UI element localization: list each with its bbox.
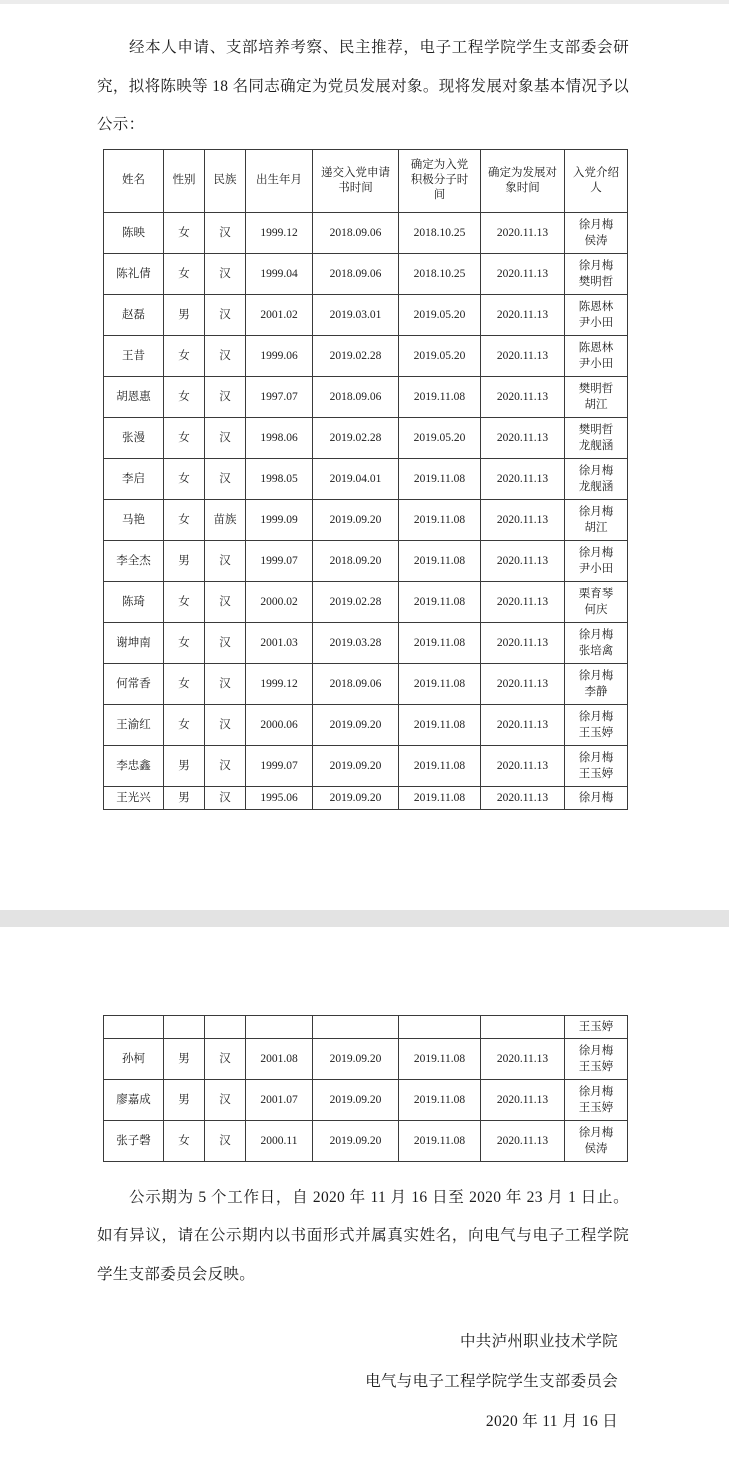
- introducer-name: 徐月梅: [578, 1085, 614, 1098]
- activist-date-cell: [399, 1015, 481, 1038]
- introducers-cell: [565, 745, 628, 786]
- gender-cell: 男: [164, 294, 205, 335]
- activist-date-cell: 2019.11.08: [399, 581, 481, 622]
- ethnicity-cell: 汉: [205, 335, 246, 376]
- table-row: [104, 1015, 628, 1038]
- table-row: [104, 1120, 628, 1161]
- ethnicity-cell: 汉: [205, 663, 246, 704]
- confirmation-date-cell: 2020.11.13: [481, 704, 565, 745]
- gender-cell: 女: [164, 704, 205, 745]
- birth-date-cell: 2000.02: [246, 581, 313, 622]
- introducer-name: 王玉婷: [578, 1060, 614, 1073]
- table-row: [104, 1038, 628, 1079]
- confirmation-date-cell: 2020.11.13: [481, 1079, 565, 1120]
- ethnicity-cell: 汉: [205, 253, 246, 294]
- column-header: 出生年月: [246, 149, 313, 212]
- name-cell: 陈琦: [104, 581, 164, 622]
- introducers-cell: [565, 704, 628, 745]
- introducer-name: 樊明哲: [578, 382, 614, 395]
- birth-date-cell: 2001.03: [246, 622, 313, 663]
- birth-date-cell: 1999.07: [246, 745, 313, 786]
- introducer-name: 徐月梅: [578, 710, 614, 723]
- introducers-cell: [565, 1015, 628, 1038]
- table-header-row: [104, 149, 628, 212]
- introducer-name: 侯涛: [584, 234, 608, 247]
- page-bottom-margin: [0, 1442, 729, 1482]
- introducers-cell: [565, 663, 628, 704]
- table-row: [104, 540, 628, 581]
- ethnicity-cell: 汉: [205, 212, 246, 253]
- birth-date-cell: 1999.06: [246, 335, 313, 376]
- table-row: [104, 1079, 628, 1120]
- activist-date-cell: 2019.05.20: [399, 335, 481, 376]
- confirmation-date-cell: 2020.11.13: [481, 1120, 565, 1161]
- name-cell: 何常香: [104, 663, 164, 704]
- name-cell: 廖嘉成: [104, 1079, 164, 1120]
- page1-bottom-margin: [0, 810, 729, 910]
- activist-date-cell: 2019.11.08: [399, 704, 481, 745]
- ethnicity-cell: 汉: [205, 704, 246, 745]
- introducers-cell: [565, 212, 628, 253]
- ethnicity-cell: 汉: [205, 581, 246, 622]
- confirmation-date-cell: 2020.11.13: [481, 540, 565, 581]
- ethnicity-cell: 汉: [205, 1038, 246, 1079]
- birth-date-cell: 2001.02: [246, 294, 313, 335]
- name-cell: 李全杰: [104, 540, 164, 581]
- page2-top-margin: [0, 927, 729, 1015]
- ethnicity-cell: [205, 1015, 246, 1038]
- confirmation-date-cell: 2020.11.13: [481, 786, 565, 809]
- introducer-name: 胡江: [584, 521, 608, 534]
- application-date-cell: 2019.03.01: [313, 294, 399, 335]
- birth-date-cell: 1998.05: [246, 458, 313, 499]
- name-cell: 胡恩惠: [104, 376, 164, 417]
- birth-date-cell: 1995.06: [246, 786, 313, 809]
- introducers-cell: [565, 540, 628, 581]
- application-date-cell: 2019.09.20: [313, 1038, 399, 1079]
- application-date-cell: 2018.09.06: [313, 663, 399, 704]
- ethnicity-cell: 汉: [205, 622, 246, 663]
- gender-cell: 女: [164, 1120, 205, 1161]
- candidates-table-page1: [103, 149, 628, 810]
- activist-date-cell: 2019.11.08: [399, 1079, 481, 1120]
- birth-date-cell: 2000.06: [246, 704, 313, 745]
- name-cell: 王昔: [104, 335, 164, 376]
- table-row: [104, 499, 628, 540]
- application-date-cell: 2019.09.20: [313, 1079, 399, 1120]
- activist-date-cell: 2019.11.08: [399, 1120, 481, 1161]
- name-cell: 张子磬: [104, 1120, 164, 1161]
- gender-cell: 女: [164, 622, 205, 663]
- introducers-cell: [565, 376, 628, 417]
- name-cell: 陈映: [104, 212, 164, 253]
- application-date-cell: 2018.09.06: [313, 376, 399, 417]
- confirmation-date-cell: 2020.11.13: [481, 1038, 565, 1079]
- ethnicity-cell: 汉: [205, 786, 246, 809]
- gender-cell: 女: [164, 458, 205, 499]
- gender-cell: 女: [164, 581, 205, 622]
- confirmation-date-cell: 2020.11.13: [481, 663, 565, 704]
- name-cell: 李启: [104, 458, 164, 499]
- application-date-cell: 2019.02.28: [313, 417, 399, 458]
- introducers-cell: [565, 786, 628, 809]
- signature-block: [0, 1322, 729, 1442]
- gender-cell: 女: [164, 253, 205, 294]
- introducer-name: 徐月梅: [578, 791, 614, 804]
- gender-cell: 男: [164, 1038, 205, 1079]
- confirmation-date-cell: 2020.11.13: [481, 745, 565, 786]
- table-row: [104, 335, 628, 376]
- activist-date-cell: 2019.11.08: [399, 663, 481, 704]
- introducer-name: 樊明哲: [578, 423, 614, 436]
- closing-paragraph: 公示期为 5 个工作日，自 2020 年 11 月 16 日至 2020 年 23 月 1 日止。如有异议，请在公示期内以书面形式并属真实姓名，向电气与电子工程学院学生支部委员会反映。: [97, 1188, 629, 1283]
- column-header: 性别: [164, 149, 205, 212]
- birth-date-cell: 2000.11: [246, 1120, 313, 1161]
- introducers-cell: [565, 1079, 628, 1120]
- ethnicity-cell: 汉: [205, 417, 246, 458]
- application-date-cell: 2019.03.28: [313, 622, 399, 663]
- introducer-name: 尹小田: [578, 316, 614, 329]
- introducers-cell: [565, 1038, 628, 1079]
- birth-date-cell: 1999.12: [246, 663, 313, 704]
- introducer-name: 侯涛: [584, 1142, 608, 1155]
- activist-date-cell: 2019.11.08: [399, 499, 481, 540]
- gender-cell: 男: [164, 540, 205, 581]
- gender-cell: 女: [164, 376, 205, 417]
- activist-date-cell: 2019.11.08: [399, 458, 481, 499]
- name-cell: 陈礼倩: [104, 253, 164, 294]
- birth-date-cell: 1999.12: [246, 212, 313, 253]
- introducer-name: 龙舰涵: [578, 480, 614, 493]
- gender-cell: 女: [164, 499, 205, 540]
- candidates-table-page2: [103, 1015, 628, 1162]
- application-date-cell: 2019.09.20: [313, 499, 399, 540]
- application-date-cell: 2019.04.01: [313, 458, 399, 499]
- introducer-name: 徐月梅: [578, 546, 614, 559]
- application-date-cell: 2019.09.20: [313, 786, 399, 809]
- introducer-name: 栗育琴: [578, 587, 614, 600]
- table-row: [104, 745, 628, 786]
- name-cell: 张漫: [104, 417, 164, 458]
- table-row: [104, 376, 628, 417]
- page-break-band: [0, 910, 729, 927]
- activist-date-cell: 2019.11.08: [399, 745, 481, 786]
- introducer-name: 李静: [584, 685, 608, 698]
- application-date-cell: 2018.09.20: [313, 540, 399, 581]
- introducer-name: 徐月梅: [578, 669, 614, 682]
- name-cell: 王渝红: [104, 704, 164, 745]
- table-row: [104, 663, 628, 704]
- column-header: 确定为发展对象时间: [481, 149, 565, 212]
- ethnicity-cell: 汉: [205, 376, 246, 417]
- gender-cell: [164, 1015, 205, 1038]
- ethnicity-cell: 汉: [205, 540, 246, 581]
- application-date-cell: [313, 1015, 399, 1038]
- activist-date-cell: 2019.11.08: [399, 540, 481, 581]
- birth-date-cell: 1999.07: [246, 540, 313, 581]
- introducers-cell: [565, 294, 628, 335]
- name-cell: 王光兴: [104, 786, 164, 809]
- gender-cell: 男: [164, 1079, 205, 1120]
- name-cell: 李忠鑫: [104, 745, 164, 786]
- introducer-name: 尹小田: [578, 562, 614, 575]
- introducer-name: 徐月梅: [578, 628, 614, 641]
- table-row: [104, 212, 628, 253]
- introducer-name: 胡江: [584, 398, 608, 411]
- table-row: [104, 704, 628, 745]
- ethnicity-cell: 汉: [205, 1120, 246, 1161]
- confirmation-date-cell: 2020.11.13: [481, 212, 565, 253]
- signature-org-line-2: 电气与电子工程学院学生支部委员会: [365, 1373, 618, 1390]
- confirmation-date-cell: 2020.11.13: [481, 335, 565, 376]
- table-row: [104, 458, 628, 499]
- table-row: [104, 622, 628, 663]
- activist-date-cell: 2019.11.08: [399, 376, 481, 417]
- introducers-cell: [565, 581, 628, 622]
- name-cell: 孙柯: [104, 1038, 164, 1079]
- application-date-cell: 2019.09.20: [313, 1120, 399, 1161]
- birth-date-cell: 1999.04: [246, 253, 313, 294]
- ethnicity-cell: 苗族: [205, 499, 246, 540]
- introducer-name: 王玉婷: [578, 726, 614, 739]
- introducer-name: 张培禽: [578, 644, 614, 657]
- ethnicity-cell: 汉: [205, 1079, 246, 1120]
- introducers-cell: [565, 335, 628, 376]
- introducer-name: 樊明哲: [578, 275, 614, 288]
- introducers-cell: [565, 622, 628, 663]
- intro-paragraph: 经本人申请、支部培养考察、民主推荐，电子工程学院学生支部委会研究，拟将陈映等 18 名同志确定为党员发展对象。现将发展对象基本情况予以公示：: [97, 39, 629, 133]
- name-cell: 赵磊: [104, 294, 164, 335]
- signature-org-line-1: 中共泸州职业技术学院: [459, 1333, 618, 1350]
- gender-cell: 男: [164, 786, 205, 809]
- activist-date-cell: 2019.05.20: [399, 417, 481, 458]
- table-row: [104, 294, 628, 335]
- table-row: [104, 417, 628, 458]
- confirmation-date-cell: 2020.11.13: [481, 622, 565, 663]
- introducers-cell: [565, 499, 628, 540]
- application-date-cell: 2018.09.06: [313, 212, 399, 253]
- birth-date-cell: 2001.07: [246, 1079, 313, 1120]
- column-header: 姓名: [104, 149, 164, 212]
- introducer-name: 尹小田: [578, 357, 614, 370]
- confirmation-date-cell: 2020.11.13: [481, 376, 565, 417]
- birth-date-cell: 1997.07: [246, 376, 313, 417]
- confirmation-date-cell: 2020.11.13: [481, 294, 565, 335]
- application-date-cell: 2019.09.20: [313, 745, 399, 786]
- application-date-cell: 2019.02.28: [313, 335, 399, 376]
- introducers-cell: [565, 1120, 628, 1161]
- introducer-name: 徐月梅: [578, 1044, 614, 1057]
- signature-date: 2020 年 11 月 16 日: [485, 1413, 618, 1430]
- birth-date-cell: [246, 1015, 313, 1038]
- page-top-edge-shade: [0, 0, 729, 4]
- activist-date-cell: 2018.10.25: [399, 253, 481, 294]
- table-row: [104, 581, 628, 622]
- confirmation-date-cell: 2020.11.13: [481, 458, 565, 499]
- introducer-name: 龙舰涵: [578, 439, 614, 452]
- column-header: 确定为入党积极分子时间: [399, 149, 481, 212]
- introducers-cell: [565, 253, 628, 294]
- gender-cell: 女: [164, 335, 205, 376]
- activist-date-cell: 2019.05.20: [399, 294, 481, 335]
- name-cell: 马艳: [104, 499, 164, 540]
- ethnicity-cell: 汉: [205, 294, 246, 335]
- introducer-name: 何庆: [584, 603, 608, 616]
- ethnicity-cell: 汉: [205, 458, 246, 499]
- ethnicity-cell: 汉: [205, 745, 246, 786]
- column-header: 入党介绍人: [565, 149, 628, 212]
- confirmation-date-cell: [481, 1015, 565, 1038]
- introducer-name: 王玉婷: [578, 1020, 614, 1033]
- introducer-name: 王玉婷: [578, 1101, 614, 1114]
- introducer-name: 王玉婷: [578, 767, 614, 780]
- table-row: [104, 786, 628, 809]
- gender-cell: 女: [164, 417, 205, 458]
- confirmation-date-cell: 2020.11.13: [481, 499, 565, 540]
- application-date-cell: 2019.09.20: [313, 704, 399, 745]
- application-date-cell: 2018.09.06: [313, 253, 399, 294]
- introducer-name: 陈恩林: [578, 341, 614, 354]
- gender-cell: 女: [164, 212, 205, 253]
- introducer-name: 徐月梅: [578, 259, 614, 272]
- confirmation-date-cell: 2020.11.13: [481, 417, 565, 458]
- introducers-cell: [565, 417, 628, 458]
- introducer-name: 陈恩林: [578, 300, 614, 313]
- confirmation-date-cell: 2020.11.13: [481, 253, 565, 294]
- application-date-cell: 2019.02.28: [313, 581, 399, 622]
- introducer-name: 徐月梅: [578, 1126, 614, 1139]
- gender-cell: 女: [164, 663, 205, 704]
- birth-date-cell: 1999.09: [246, 499, 313, 540]
- table-row: [104, 253, 628, 294]
- column-header: 递交入党申请书时间: [313, 149, 399, 212]
- introducer-name: 徐月梅: [578, 218, 614, 231]
- introducer-name: 徐月梅: [578, 505, 614, 518]
- birth-date-cell: 2001.08: [246, 1038, 313, 1079]
- birth-date-cell: 1998.06: [246, 417, 313, 458]
- gender-cell: 男: [164, 745, 205, 786]
- confirmation-date-cell: 2020.11.13: [481, 581, 565, 622]
- introducers-cell: [565, 458, 628, 499]
- name-cell: 谢坤南: [104, 622, 164, 663]
- column-header: 民族: [205, 149, 246, 212]
- activist-date-cell: 2019.11.08: [399, 1038, 481, 1079]
- activist-date-cell: 2019.11.08: [399, 786, 481, 809]
- activist-date-cell: 2019.11.08: [399, 622, 481, 663]
- activist-date-cell: 2018.10.25: [399, 212, 481, 253]
- introducer-name: 徐月梅: [578, 464, 614, 477]
- name-cell: [104, 1015, 164, 1038]
- introducer-name: 徐月梅: [578, 751, 614, 764]
